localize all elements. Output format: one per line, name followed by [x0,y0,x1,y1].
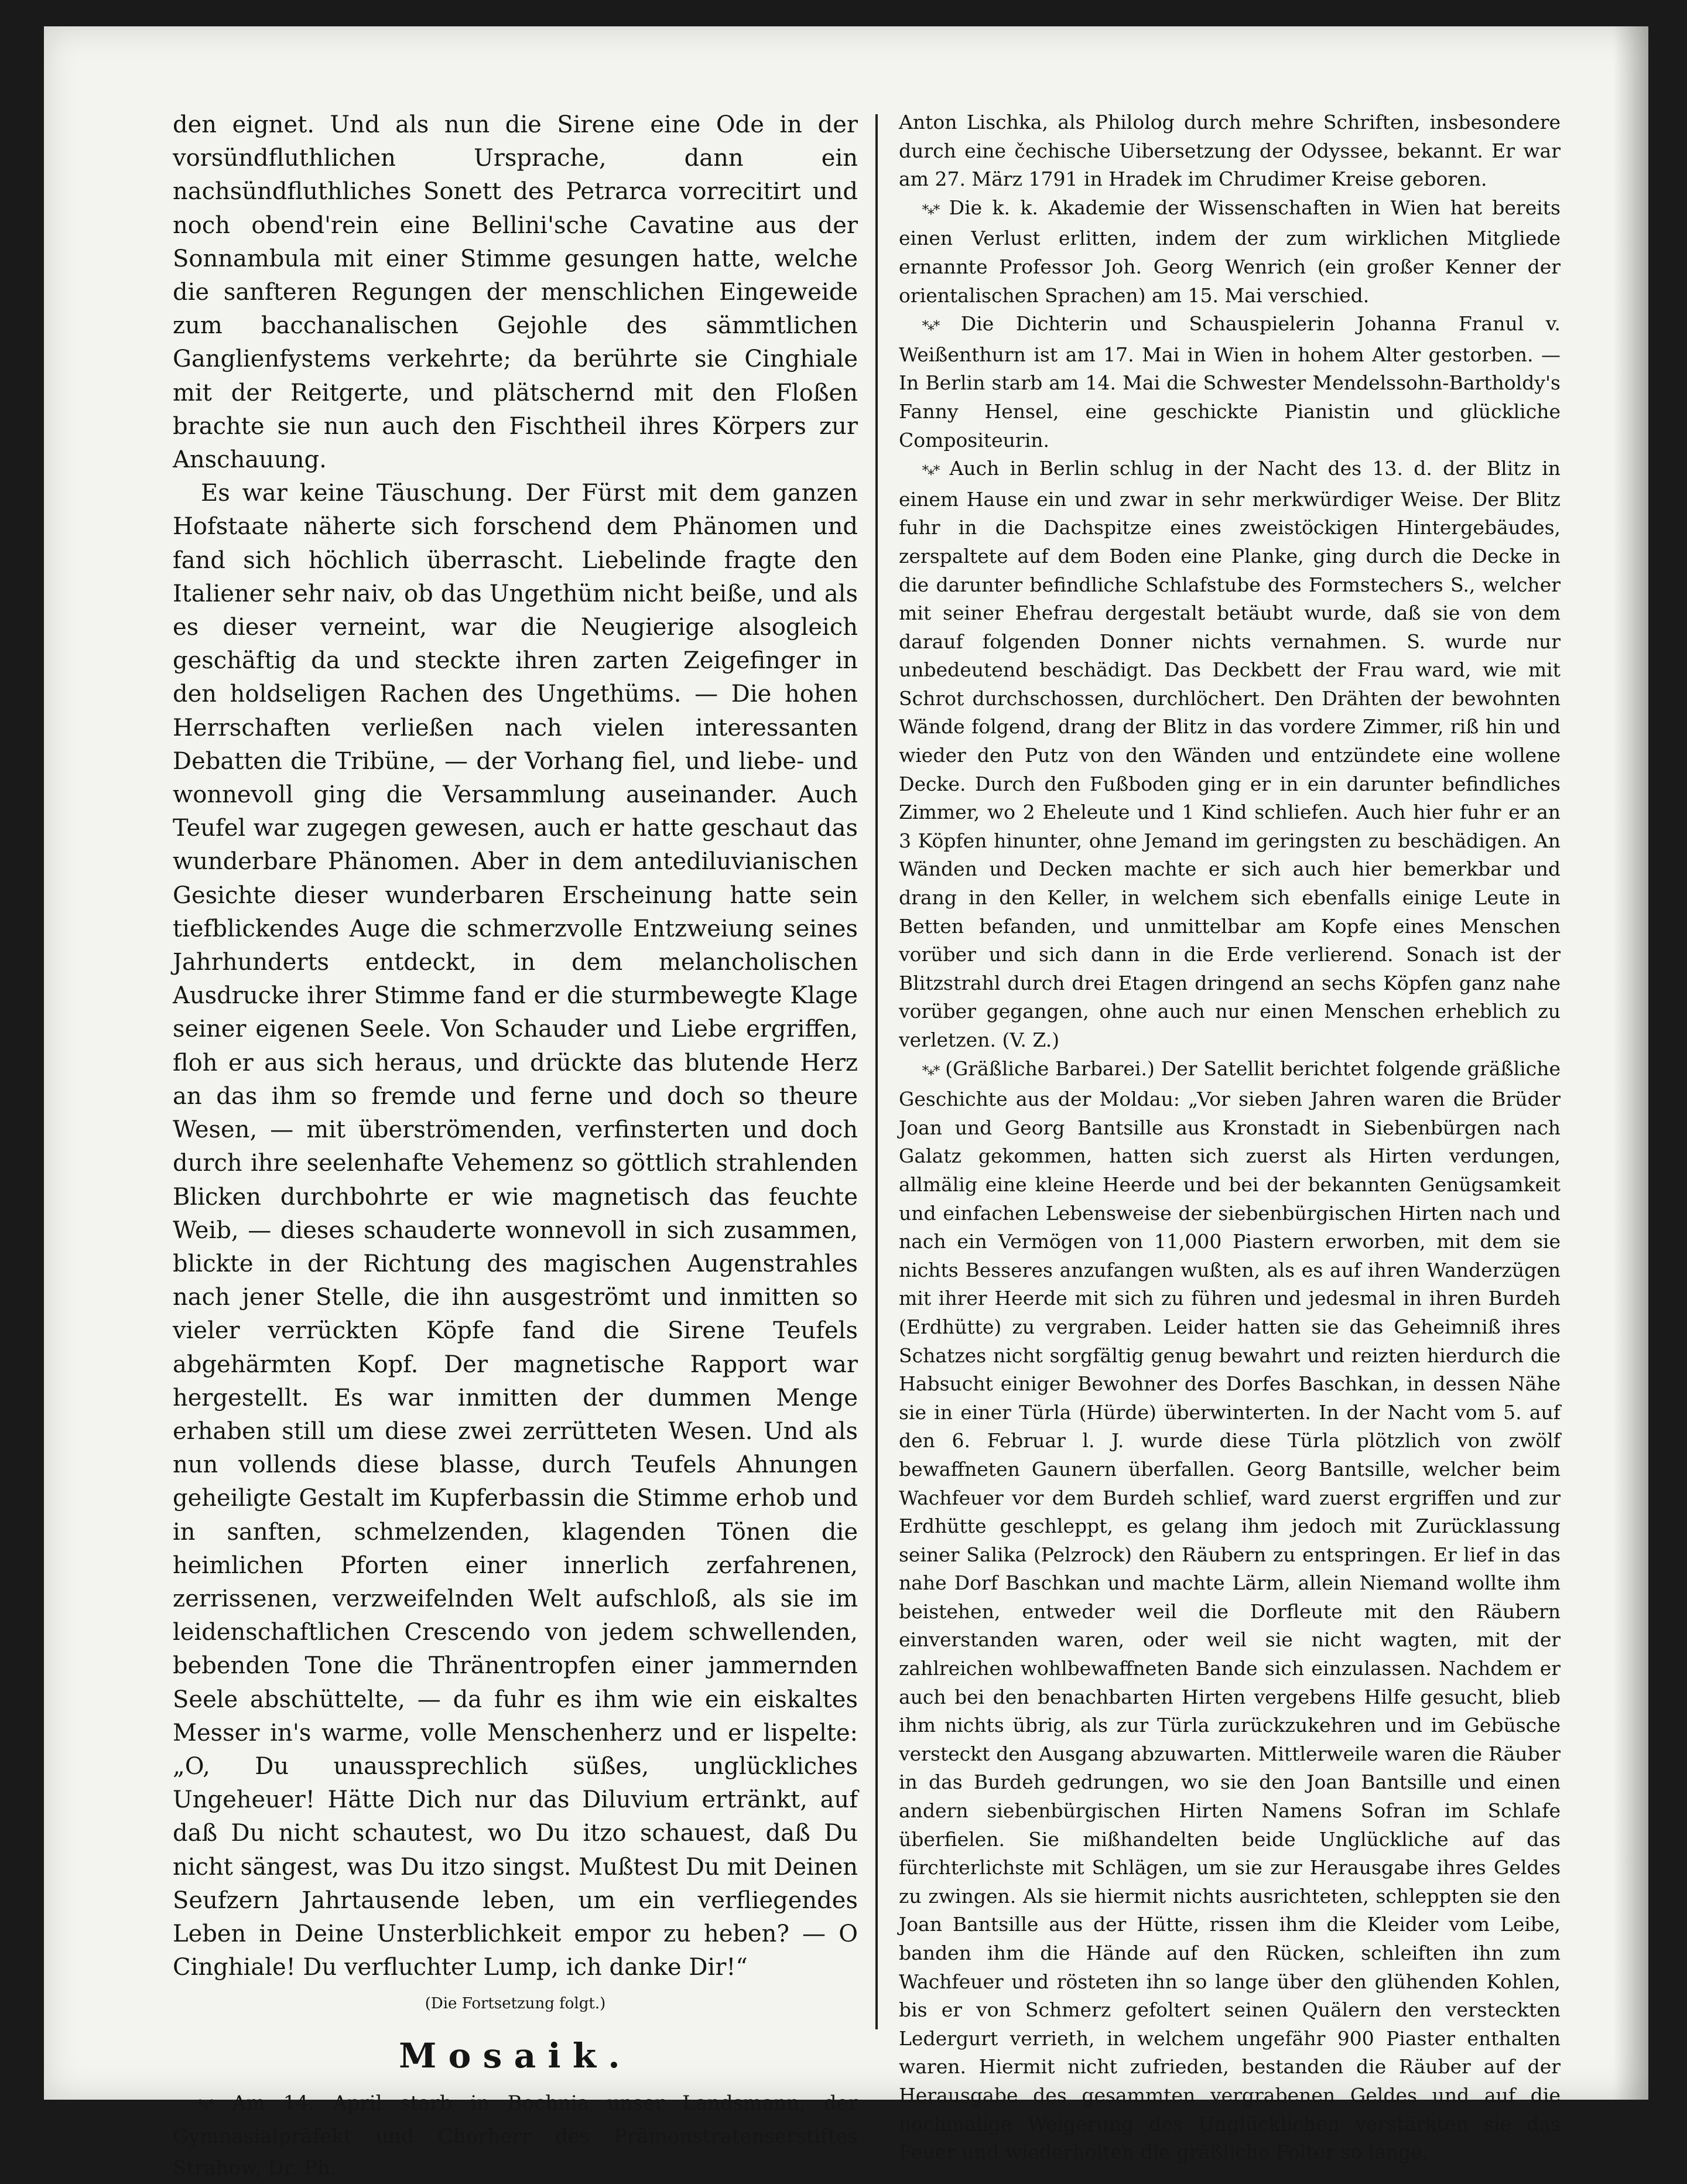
right-paragraph-3-text: Die Dichterin und Schauspielerin Johanna Franul v. Weißenthurn ist am 17. Mai in Wien in hohem Alter gestorben. — In Berlin starb am 14. Mai die Schwester Mendelssohn-Bartholdy's Fanny Hensel, eine geschickte Pianistin und glückliche Compositeurin. [899,312,1561,452]
right-column [899,108,1561,2164]
left-paragraph-1: den eignet. Und als nun die Sirene eine Ode in der vorsündfluthlichen Ursprache, dann ein nachsündfluthliches Sonett des Petrarca vorrecitirt und noch obend'rein eine Bellini'sche Cavatine aus der Sonnambula mit einer Stimme gesungen hatte, welche die sanfteren Regungen der menschlichen Eingeweide zum bacchanalischen Gejohle des sämmtlichen Ganglienfystems verkehrte; da berührte sie Cinghiale mit der Reitgerte, und plätschernd mit den Floßen brachte sie nun auch den Fischtheil ihres Körpers zur Anschauung. [173,111,858,474]
asterism-icon: *⁎* [922,463,939,479]
asterism-icon: *⁎* [922,1063,939,1079]
mosaic-paragraph-1-text: Am 14. April starb in Bochnia unser Landsmann, der Gymnasialpräfekt und Chorherr des Prämonstratenserstiftes Strahow, Dr. Ph. [173,2091,858,2180]
right-paragraph-2-text: Die k. k. Akademie der Wissenschaften in Wien hat bereits einen Verlust erlitten, indem der zum wirklichen Mitgliede ernannte Professor Joh. Georg Wenrich (ein großer Kenner der orientalischen Sprachen) am 15. Mai verschied. [899,196,1561,307]
section-title-mosaik: Mosaik. [399,2036,632,2076]
right-paragraph-5-text: (Gräßliche Barbarei.) Der Satellit berichtet folgende gräßliche Geschichte aus der Moldau: „Vor sieben Jahren waren die Brüder Joan und Georg Bantsille aus Kronstadt in Siebenbürgen nach Galatz gekommen, hatten sich zuerst als Hirten verdungen, allmälig eine kleine Heerde und bei der bekannten Genügsamkeit und einfachen Lebensweise der siebenbürgischen Hirten nach und nach ein Vermögen von 11,000 Piastern erworben, mit dem sie nichts Besseres anzufangen wußten, als es auf ihren Wanderzügen mit ihrer Heerde mit sich zu führen und jedesmal in ihren Burdeh (Erdhütte) zu vergraben. Leider hatten sie das Geheimniß ihres Schatzes nicht sorgfältig genug bewahrt und reizten hierdurch die Habsucht einiger Bewohner des Dorfes Baschkan, in dessen Nähe sie in einer Türla (Hürde) überwinterten. In der Nacht vom 5. auf den 6. Februar l. J. wurde diese Türla plötzlich von zwölf bewaffneten Gaunern überfallen. Georg Bantsille, welcher beim Wachfeuer vor dem Burdeh schlief, ward zuerst ergriffen und zur Erdhütte geschleppt, es gelang ihm jedoch mit Zurücklassung seiner Salika (Pelzrock) den Räubern zu entspringen. Er lief in das nahe Dorf Baschkan und machte Lärm, allein Niemand wollte ihm beistehen, entweder weil die Dorfleute mit den Räubern einverstanden waren, oder weil sie nicht wagten, mit der zahlreichen wohlbewaffneten Bande sich einzulassen. Nachdem er auch bei den benachbarten Hirten vergebens Hilfe gesucht, blieb ihm nichts übrig, als zur Türla zurückzukehren und im Gebüsche versteckt den Ausgang abzuwarten. Mittlerweile waren die Räuber in das Burdeh gedrungen, wo sie den Joan Bantsille und einen andern siebenbürgischen Hirten Namens Sofran im Schlafe überfielen. Sie mißhandelten beide Unglückliche auf das fürchterlichste mit Schlägen, um sie zur Herausgabe ihres Geldes zu zwingen. Als sie hiermit nichts ausrichteten, schleppten sie den Joan Bantsille aus der Hütte, rissen ihm die Kleider vom Leibe, banden ihm die Hände auf den Rücken, schleiften ihn zum Wachfeuer und rösteten ihn so lange über den glühenden Kohlen, bis er von Schmerz gefoltert seinen Quälern den versteckten Ledergurt verrieth, in welchem ungefähr 900 Piaster enthalten waren. Hiermit nicht zufrieden, bestanden die Räuber auf der Herausgabe des gesammten vergrabenen Geldes und auf die nochmalige Weigerung des Unglücklichen verstärkten sie das Feuer und wiederholten die gräßliche Folter so lange, [899,1057,1561,2164]
asterism-icon: *⁎* [922,202,939,218]
left-column [173,108,858,2180]
page-edge-shadow [1613,26,1648,2100]
right-paragraph-2 [899,194,1561,310]
newspaper-page [44,26,1648,2180]
asterism-icon: *⁎* [922,319,939,334]
left-paragraph-2: Es war keine Täuschung. Der Fürst mit dem ganzen Hofstaate näherte sich forschend dem Phänomen und fand sich höchlich überrascht. Liebelinde fragte den Italiener sehr naiv, ob das Ungethüm nicht beiße, und als es dieser verneint, war die Neugierige alsogleich geschäftig da und steckte ihren zarten Zeigefinger in den holdseligen Rachen des Ungethüms. — Die hohen Herrschaften verließen nach vielen interessanten Debatten die Tribüne, — der Vorhang fiel, und liebe- und wonnevoll ging die Versammlung auseinander. Auch Teufel war zugegen gewesen, auch er hatte geschaut das wunderbare Phänomen. Aber in dem antediluvianischen Gesichte dieser wunderbaren Erscheinung hatte sein tiefblickendes Auge die schmerzvolle Entzweiung seines Jahrhunderts entdeckt, in dem melancholischen Ausdrucke ihrer Stimme fand er die sturmbewegte Klage seiner eigenen Seele. Von Schauder und Liebe ergriffen, floh er aus sich heraus, und drückte das blutende Herz an das ihm so fremde und ferne und doch so theure Wesen, — mit überströmenden, verfinsterten und doch durch ihre seelenhafte Vehemenz so göttlich strahlenden Blicken durchbohrte er wie magnetisch das feuchte Weib, — dieses schauderte wonnevoll in sich zusammen, blickte in der Richtung des magischen Augenstrahles nach jener Stelle, die ihn ausgeströmt und inmitten so vieler verrückten Köpfe fand die Sirene Teufels abgehärmten Kopf. Der magnetische Rapport war hergestellt. Es war inmitten der dummen Menge erhaben still um diese zwei zerrütteten Wesen. Und als nun vollends diese blasse, durch Teufels Ahnungen geheiligte Gestalt im Kupferbassin die Stimme erhob und in sanften, schmelzenden, klagenden Tönen die heimlichen Pforten einer innerlich zerfahrenen, zerrissenen, verzweifelnden Welt aufschloß, als sie im leidenschaftlichen Crescendo von jedem schwellenden, bebenden Tone die Thränentropfen einer jammernden Seele abschüttelte, — da fuhr es ihm wie ein eiskaltes Messer in's warme, volle Menschenherz und er lispelte: „O, Du unaussprechlich süßes, unglückliches Ungeheuer! Hätte Dich nur das Diluvium ertränkt, auf daß Du nicht schautest, wo Du itzo schauest, daß Du nicht sängest, was Du itzo singst. Mußtest Du mit Deinen Seufzern Jahrtausende leben, um ein verfliegendes Leben in Deine Unsterblichkeit empor zu heben? — O Cinghiale! Du verfluchter Lump, ich danke Dir!“ [173,480,858,1981]
continuation-note: (Die Fortsetzung folgt.) [425,1995,606,2013]
right-paragraph-3 [899,310,1561,454]
right-paragraph-4 [899,454,1561,1054]
right-paragraph-4-text: Auch in Berlin schlug in der Nacht des 13. d. der Blitz in einem Hause ein und zwar in sehr merkwürdiger Weise. Der Blitz fuhr in die Dachspitze eines zweistöckigen Hintergebäudes, zerspaltete auf dem Boden eine Planke, ging durch die Decke in die darunter befindliche Schlafstube des Formstechers S., welcher mit seiner Ehefrau dergestalt betäubt wurde, daß sie von dem darauf folgenden Donner nichts vernahmen. S. wurde nur unbedeutend beschädigt. Das Deckbett der Frau ward, wie mit Schrot durchschossen, durchlöchert. Den Drähten der bewohnten Wände folgend, drang der Blitz in das vordere Zimmer, riß hin und wieder den Putz von den Wänden und entzündete eine wollene Decke. Durch den Fußboden ging er in ein darunter befindliches Zimmer, wo 2 Eheleute und 1 Kind schliefen. Auch hier fuhr er an 3 Köpfen hinunter, ohne Jemand im geringsten zu beschädigen. An Wänden und Decken machte er sich auch hier bemerkbar und drang in den Keller, in welchem sich ebenfalls einige Leute in Betten befanden, und unmittelbar am Kopfe eines Menschen vorüber und sich dann in die Erde verlierend. Sonach ist der Blitzstrahl durch drei Etagen dringend an sechs Köpfen ganz nahe vorüber gegangen, ohne auch nur einen Menschen erheblich zu verletzen. (V. Z.) [899,457,1561,1051]
mosaic-paragraph-1 [173,2087,858,2184]
right-paragraph-5 [899,1055,1561,2167]
right-paragraph-1: Anton Lischka, als Philolog durch mehre Schriften, insbesondere durch eine čechische Uibersetzung der Odyssee, bekannt. Er war am 27. März 1791 in Hradek im Chrudimer Kreise geboren. [899,111,1561,191]
column-divider [875,114,878,2029]
asterism-icon: *⁎* [196,2097,214,2114]
